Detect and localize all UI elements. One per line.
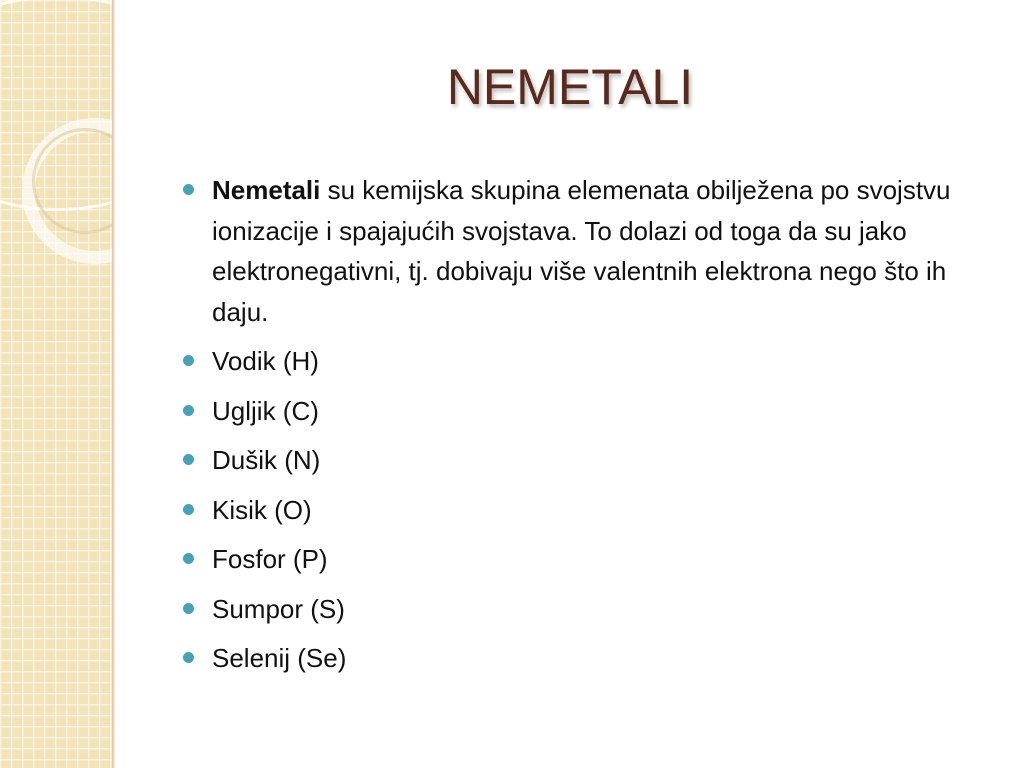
term-bold: Nemetali: [212, 175, 321, 205]
bullet-icon: [183, 355, 194, 366]
bullet-icon: [183, 553, 194, 564]
bullet-icon: [183, 504, 194, 515]
list-item: [180, 539, 990, 580]
decorative-sidebar: [0, 0, 112, 768]
element-label: Fosfor (P): [212, 544, 328, 574]
list-item: [180, 589, 990, 630]
bullet-icon: [183, 454, 194, 465]
element-label: Dušik (N): [212, 445, 321, 475]
list-item: [180, 391, 990, 432]
bullet-icon: [183, 603, 194, 614]
bullet-icon: [183, 652, 194, 663]
list-item: [180, 440, 990, 481]
slide-title: NEMETALI: [446, 59, 694, 115]
element-label: Vodik (H): [212, 346, 319, 376]
list-item: [180, 490, 990, 531]
list-item: [180, 341, 990, 382]
element-label: Selenij (Se): [212, 643, 347, 673]
list-item: [180, 638, 990, 679]
definition-text: su kemijska skupina elemenata obilježena po svojstvu ionizacije i spajajućih svojstava. To dolazi od toga da su jako elektronegativni, tj. dobivaju više valentnih elektrona nego što ih daju.: [212, 175, 951, 327]
bullet-list: [180, 170, 990, 688]
element-label: Ugljik (C): [212, 395, 319, 426]
list-item: [180, 170, 990, 332]
bullet-icon: [183, 405, 194, 416]
bullet-icon: [183, 184, 194, 195]
element-label: Kisik (O): [212, 494, 312, 525]
element-label: Sumpor (S): [212, 593, 345, 624]
